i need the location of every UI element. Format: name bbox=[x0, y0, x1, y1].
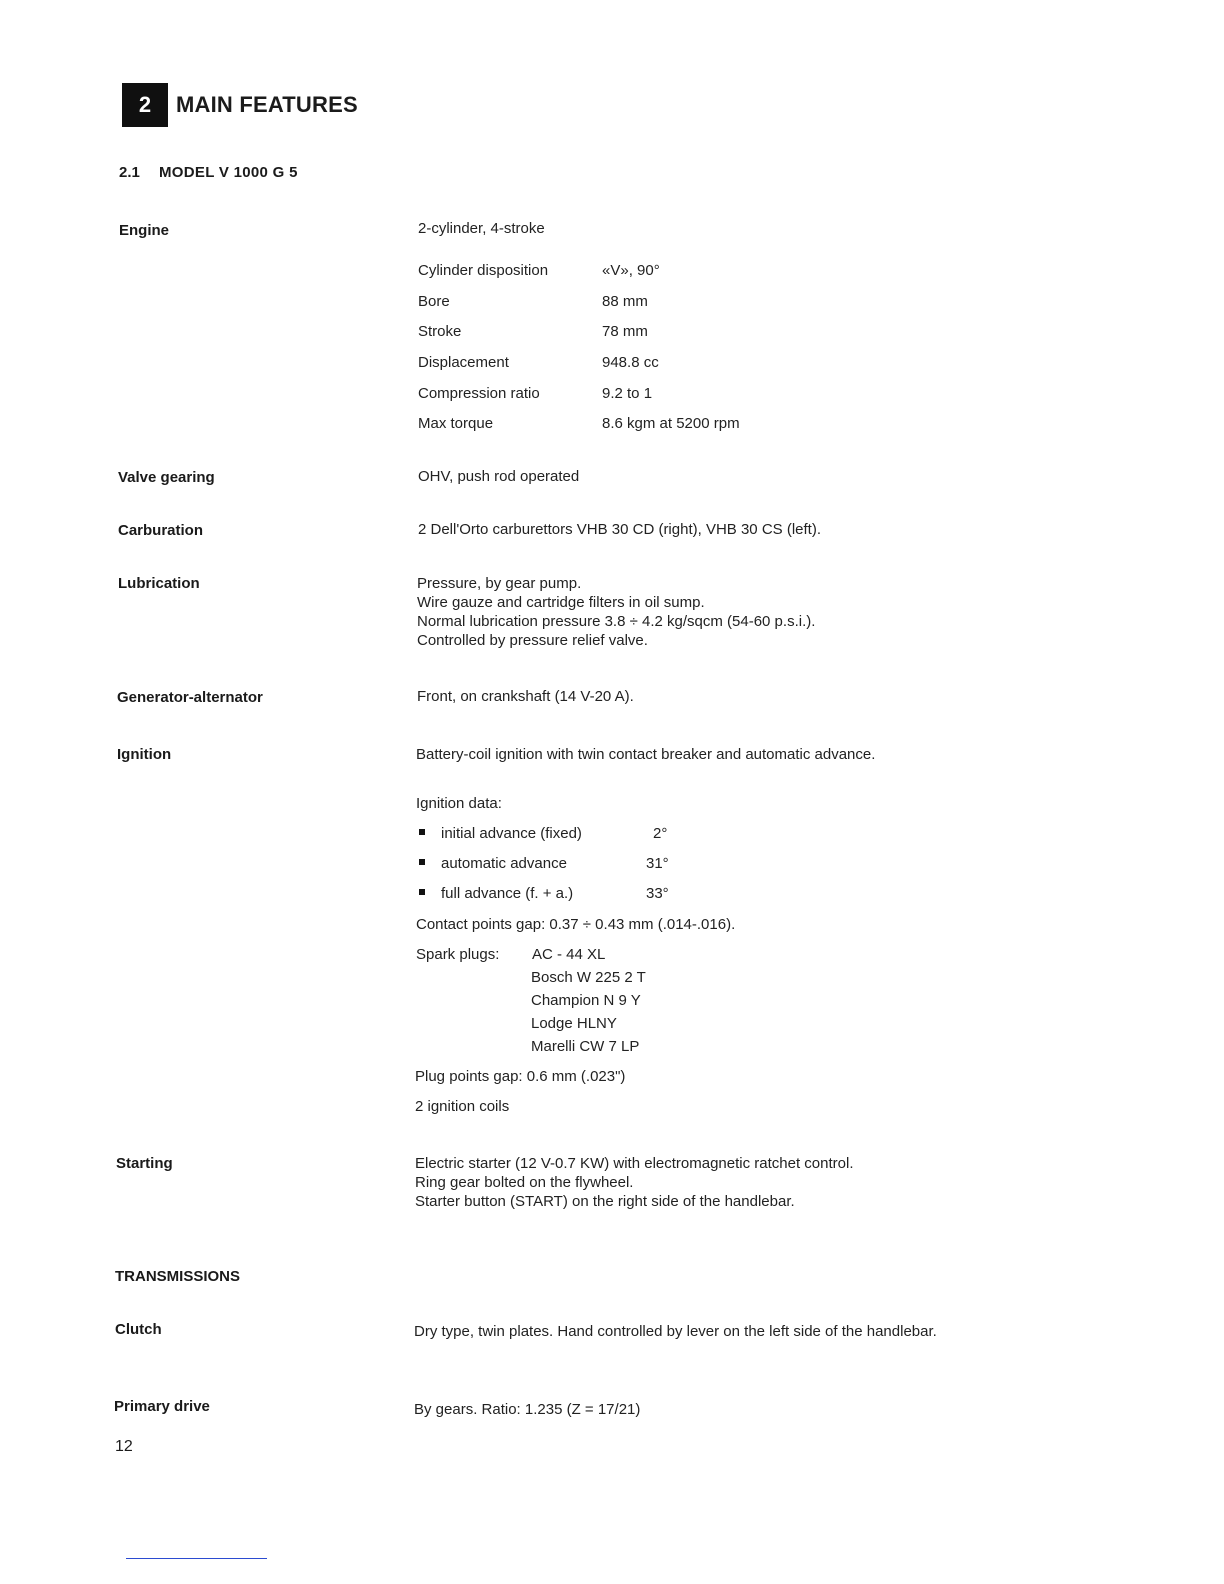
lubrication-label: Lubrication bbox=[118, 575, 200, 592]
engine-label: Engine bbox=[119, 222, 170, 239]
ignition-coils: 2 ignition coils bbox=[415, 1098, 510, 1115]
spark-plug-model: Marelli CW 7 LP bbox=[531, 1038, 640, 1055]
spark-plug-model: Champion N 9 Y bbox=[531, 992, 641, 1009]
starting-line: Ring gear bolted on the flywheel. bbox=[415, 1174, 634, 1191]
ignition-data-name: full advance (f. + a.) bbox=[441, 885, 574, 902]
lubrication-line: Wire gauze and cartridge filters in oil sump. bbox=[417, 594, 705, 611]
ignition-data-value: 33° bbox=[646, 885, 669, 902]
spec-name-bore: Bore bbox=[418, 293, 450, 310]
bullet-icon bbox=[419, 889, 425, 895]
generator-text: Front, on crankshaft (14 V-20 A). bbox=[417, 688, 634, 705]
clutch-label: Clutch bbox=[115, 1321, 162, 1338]
spec-name-stroke: Stroke bbox=[418, 323, 462, 340]
spark-plug-model: AC - 44 XL bbox=[532, 946, 606, 963]
spec-value-compression-ratio: 9.2 to 1 bbox=[602, 385, 653, 402]
clutch-text: Dry type, twin plates. Hand controlled by lever on the left side of the handlebar. bbox=[414, 1323, 937, 1340]
primary-drive-text: By gears. Ratio: 1.235 (Z = 17/21) bbox=[414, 1401, 641, 1418]
spec-value-cylinder-disposition: «V», 90° bbox=[602, 262, 660, 279]
bullet-icon bbox=[419, 859, 425, 865]
section-number: 2.1 bbox=[119, 164, 140, 181]
spark-plug-model: Lodge HLNY bbox=[531, 1015, 617, 1032]
lubrication-line: Pressure, by gear pump. bbox=[417, 575, 582, 592]
valve-gearing-label: Valve gearing bbox=[118, 469, 215, 486]
spec-name-cylinder-disposition: Cylinder disposition bbox=[418, 262, 549, 279]
valve-gearing-text: OHV, push rod operated bbox=[418, 468, 580, 485]
plug-points-gap: Plug points gap: 0.6 mm (.023") bbox=[415, 1068, 626, 1085]
ignition-data-name: initial advance (fixed) bbox=[441, 825, 582, 842]
ignition-data-value: 31° bbox=[646, 855, 669, 872]
contact-points-gap: Contact points gap: 0.37 ÷ 0.43 mm (.014-.016). bbox=[416, 916, 736, 933]
carburation-label: Carburation bbox=[118, 522, 204, 539]
spec-value-max-torque: 8.6 kgm at 5200 rpm bbox=[602, 415, 740, 432]
section-title: MODEL V 1000 G 5 bbox=[159, 164, 298, 181]
lubrication-line: Controlled by pressure relief valve. bbox=[417, 632, 648, 649]
spec-name-max-torque: Max torque bbox=[418, 415, 494, 432]
primary-drive-label: Primary drive bbox=[114, 1398, 210, 1415]
generator-label: Generator-alternator bbox=[117, 689, 263, 706]
lubrication-line: Normal lubrication pressure 3.8 ÷ 4.2 kg/sqcm (54-60 p.s.i.). bbox=[417, 613, 816, 630]
chapter-number-box: 2 bbox=[122, 83, 168, 127]
spark-plugs-label: Spark plugs: bbox=[416, 946, 500, 963]
spec-value-displacement: 948.8 cc bbox=[602, 354, 659, 371]
spec-name-displacement: Displacement bbox=[418, 354, 509, 371]
ignition-data-name: automatic advance bbox=[441, 855, 567, 872]
spec-name-compression-ratio: Compression ratio bbox=[418, 385, 540, 402]
bullet-icon bbox=[419, 829, 425, 835]
ignition-data-label: Ignition data: bbox=[416, 795, 502, 812]
chapter-title: MAIN FEATURES bbox=[176, 92, 358, 117]
ignition-description: Battery-coil ignition with twin contact breaker and automatic advance. bbox=[416, 746, 876, 763]
engine-type: 2-cylinder, 4-stroke bbox=[418, 220, 545, 237]
starting-line: Starter button (START) on the right side of the handlebar. bbox=[415, 1193, 795, 1210]
spark-plug-model: Bosch W 225 2 T bbox=[531, 969, 646, 986]
ignition-data-value: 2° bbox=[653, 825, 668, 842]
page-number: 12 bbox=[115, 1438, 133, 1455]
bottom-rule bbox=[126, 1558, 267, 1559]
ignition-label: Ignition bbox=[117, 746, 172, 763]
transmissions-heading: TRANSMISSIONS bbox=[115, 1268, 241, 1285]
spec-value-stroke: 78 mm bbox=[602, 323, 648, 340]
starting-label: Starting bbox=[116, 1155, 173, 1172]
carburation-text: 2 Dell'Orto carburettors VHB 30 CD (right), VHB 30 CS (left). bbox=[418, 521, 821, 538]
spec-value-bore: 88 mm bbox=[602, 293, 648, 310]
starting-line: Electric starter (12 V-0.7 KW) with electromagnetic ratchet control. bbox=[415, 1155, 854, 1172]
